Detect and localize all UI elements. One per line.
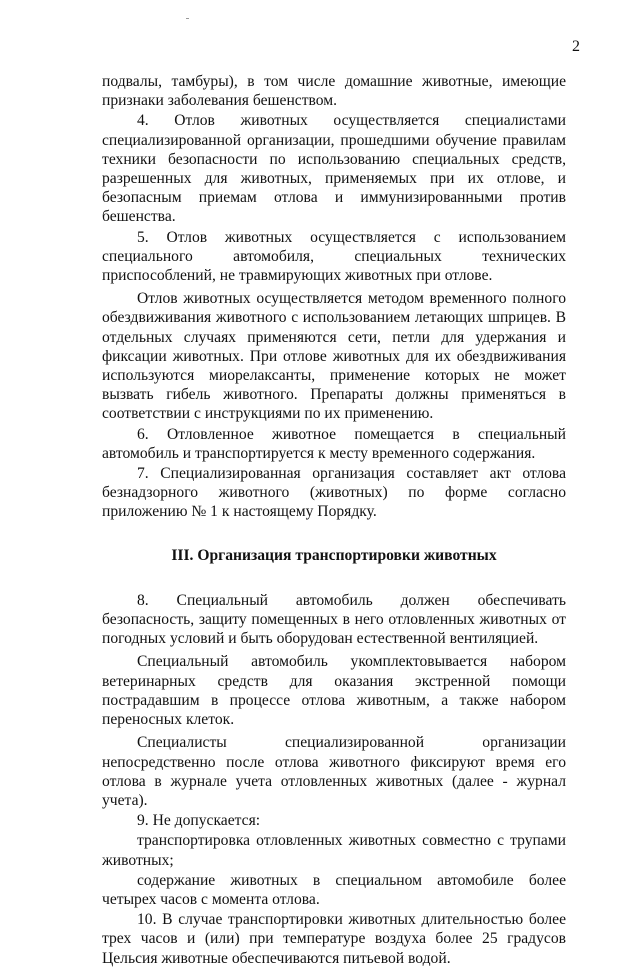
paragraph-continuation: подвалы, тамбуры), в том числе домашние животные, имеющие признаки заболевания бешенством. — [102, 73, 566, 110]
paragraph-item-4: 4. Отлов животных осуществляется специалистами специализированной организации, прошедшими обучение правилам техники безопасности по использованию специальных средств, разрешенных для животных, применяемых при их отлове, и безопасным приемам отлова и иммунизированными против бешенства. — [102, 112, 566, 226]
page-number: 2 — [572, 38, 580, 55]
paragraph-journal: Специалисты специализированной организации непосредственно после отлова животного фиксируют время его отлова в журнале учета отловленных животных (далее - журнал учета). — [102, 734, 566, 809]
section-heading: III. Организация транспортировки животных — [171, 546, 497, 564]
paragraph-item-8: 8. Специальный автомобиль должен обеспечивать безопасность, защиту помещенных в него отловленных животных от погодных условий и быть оборудован естественной вентиляцией. — [102, 591, 566, 648]
scan-artifact — [186, 18, 189, 19]
paragraph-prohibition-2: содержание животных в специальном автомобиле более четырех часов с момента отлова. — [102, 871, 566, 908]
document-body — [102, 72, 566, 968]
paragraph-vehicle-equipment: Специальный автомобиль укомплектовывается набором ветеринарных средств для оказания экстренной помощи пострадавшим в процессе отлова животным, а также набором переносных клеток. — [102, 653, 566, 729]
paragraph-item-10: 10. В случае транспортировки животных длительностью более трех часов и (или) при температуре воздуха более 25 градусов Цельсия животные обеспечиваются питьевой водой. — [102, 911, 566, 967]
paragraph-item-9: 9. Не допускается: — [137, 812, 261, 830]
paragraph-item-5: 5. Отлов животных осуществляется с использованием специального автомобиля, специальных технических приспособлений, не травмирующих животных при отлове. — [102, 228, 566, 285]
paragraph-item-7: 7. Специализированная организация составляет акт отлова безнадзорного животного (животных) по форме согласно приложению № 1 к настоящему Порядку. — [102, 465, 566, 521]
paragraph-capture-method: Отлов животных осуществляется методом временного полного обездвиживания животного с использованием летающих шприцев. В отдельных случаях применяются сети, петли для удержания и фиксации животных. При отлове животных для их обездвиживания используются миорелаксанты, применение которых не может вызвать гибель животного. Препараты должны применяться в соответствии с инструкциями по их применению. — [102, 290, 566, 423]
paragraph-prohibition-1: транспортировка отловленных животных совместно с трупами животных; — [102, 832, 566, 869]
paragraph-item-6: 6. Отловленное животное помещается в специальный автомобиль и транспортируется к месту временного содержания. — [102, 425, 566, 462]
